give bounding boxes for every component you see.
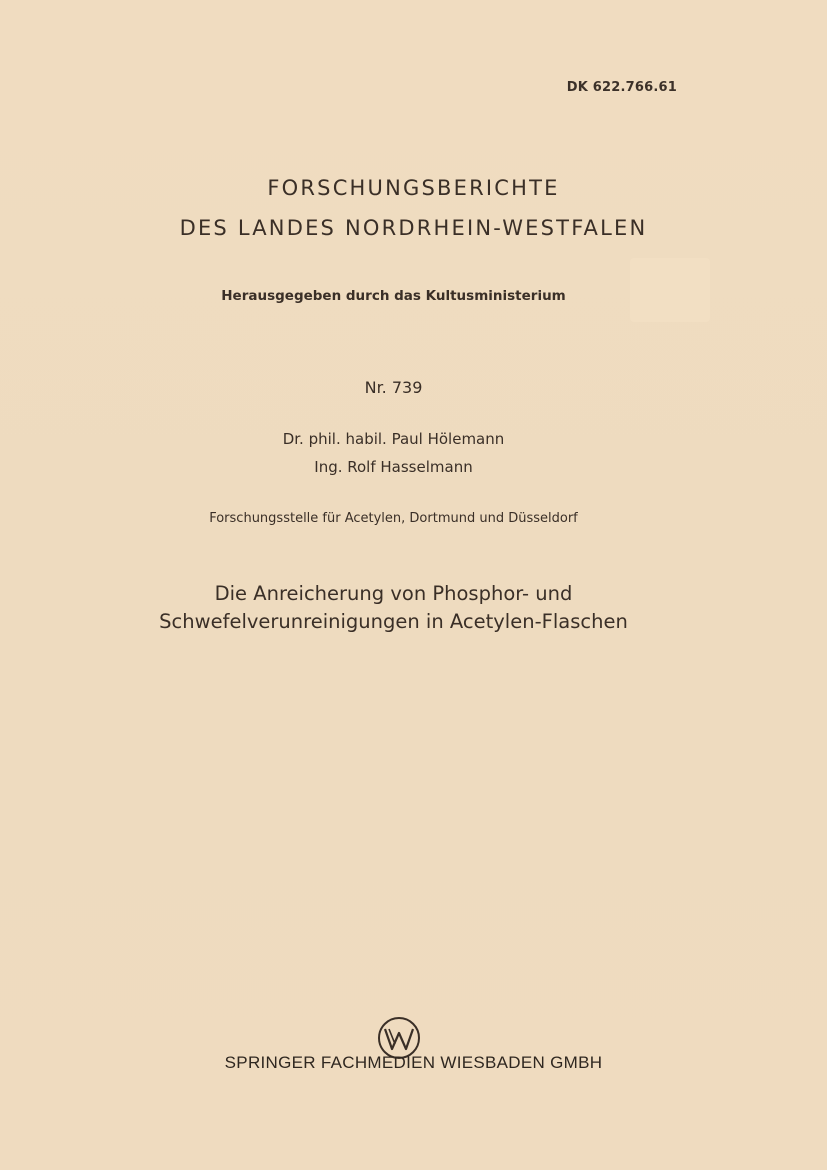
author-1: Dr. phil. habil. Paul Hölemann	[282, 430, 505, 448]
series-title-line-2: DES LANDES NORDRHEIN-WESTFALEN	[179, 216, 648, 240]
book-title-line-1: Die Anreicherung von Phosphor- und	[214, 582, 573, 605]
institute: Forschungsstelle für Acetylen, Dortmund und Düsseldorf	[209, 511, 578, 526]
series-title-line-1: FORSCHUNGSBERICHTE	[267, 176, 560, 200]
editor-note: Herausgegeben durch das Kultusministerium	[221, 288, 566, 304]
book-title-line-2: Schwefelverunreinigungen in Acetylen-Flaschen	[159, 610, 628, 633]
classification-code: DK 622.766.61	[566, 80, 677, 95]
report-number: Nr. 739	[364, 378, 423, 397]
author-2: Ing. Rolf Hasselmann	[314, 458, 473, 476]
publisher-name: SPRINGER FACHMEDIEN WIESBADEN GMBH	[224, 1053, 603, 1072]
